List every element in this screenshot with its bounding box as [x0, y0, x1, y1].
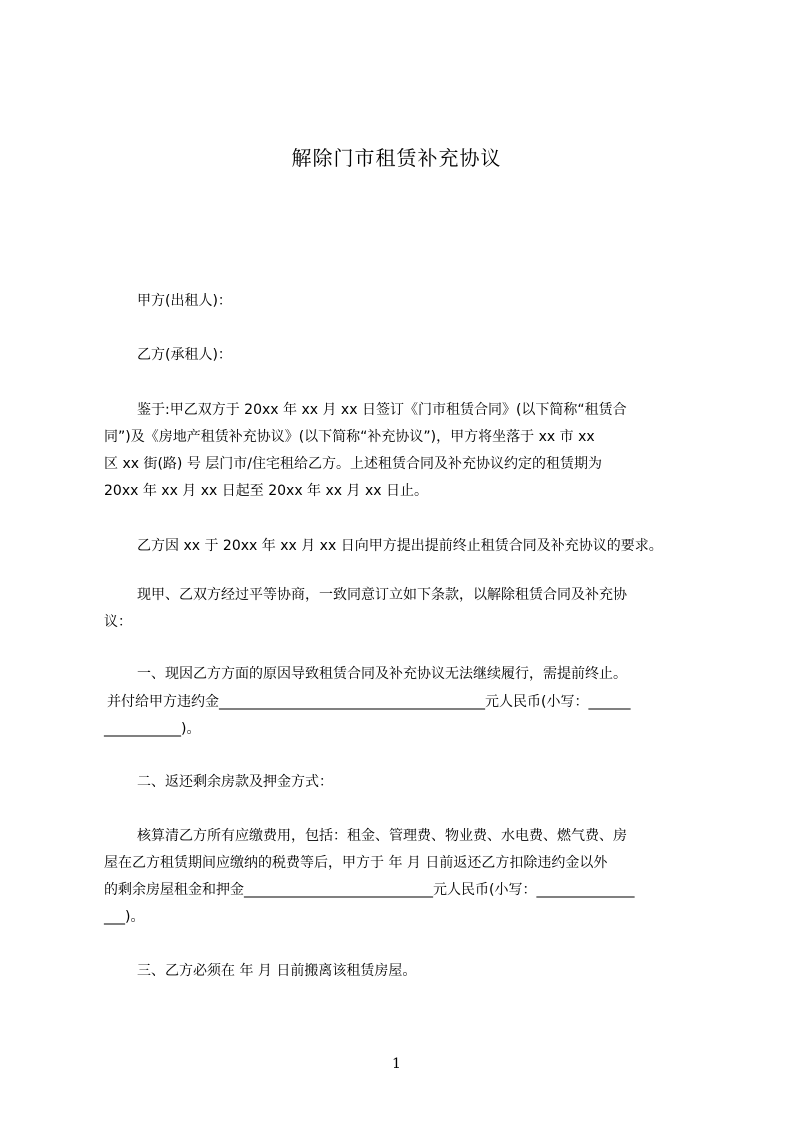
- negotiation-line-1: 现甲、乙双方经过平等协商，一致同意订立如下条款，以解除租赁合同及补充协: [137, 587, 627, 603]
- clause-1-line-2: 并付给甲方违约金______________________________________元人民币(小写：______: [107, 694, 631, 710]
- whereas-line-1: 鉴于:甲乙双方于 20xx 年 xx 月 xx 日签订《门市租赁合同》(以下简称“租赁合: [137, 402, 627, 418]
- party-a-label: 甲方(出租人)：: [137, 293, 232, 309]
- whereas-line-3: 区 xx 街(路) 号 层门市/住宅租给乙方。上述租赁合同及补充协议约定的租赁期为: [104, 456, 603, 472]
- termination-request-paragraph: 乙方因 xx 于 20xx 年 xx 月 xx 日向甲方提出提前终止租赁合同及补充协议的要求。: [137, 538, 663, 554]
- whereas-line-4: 20xx 年 xx 月 xx 日起至 20xx 年 xx 月 xx 日止。: [104, 483, 429, 499]
- clause-3-paragraph: 三、乙方必须在 年 月 日前搬离该租赁房屋。: [137, 963, 417, 979]
- whereas-line-2: 同”)及《房地产租赁补充协议》(以下简称“补充协议”)，甲方将坐落于 xx 市 xx: [104, 429, 595, 445]
- clause-2-line-1: 核算清乙方所有应缴费用，包括：租金、管理费、物业费、水电费、燃气费、房: [137, 828, 627, 844]
- clause-1-line-3: ___________)。: [104, 721, 201, 737]
- document-title: 解除门市租赁补充协议: [291, 146, 502, 170]
- clause-2-line-2: 屋在乙方租赁期间应缴纳的税费等后，甲方于 年 月 日前返还乙方扣除违约金以外: [104, 855, 608, 871]
- page-number: 1: [392, 1056, 401, 1072]
- party-b-label: 乙方(承租人)：: [137, 347, 232, 363]
- clause-2-heading: 二、返还剩余房款及押金方式：: [137, 774, 333, 790]
- clause-2-line-4: ___)。: [104, 909, 145, 925]
- negotiation-line-2: 议：: [104, 614, 132, 630]
- clause-2-line-3: 的剩余房屋租金和押金___________________________元人民币(小写：______________: [104, 882, 635, 898]
- clause-1-line-1: 一、现因乙方方面的原因导致租赁合同及补充协议无法继续履行，需提前终止。: [137, 666, 627, 682]
